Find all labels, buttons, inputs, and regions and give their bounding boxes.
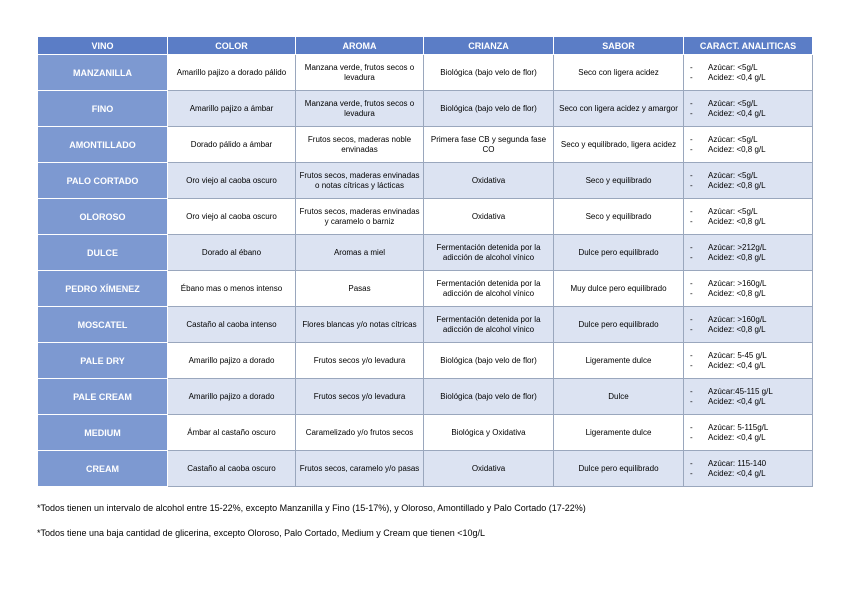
bullet-dash-icon: - xyxy=(690,422,693,432)
wine-name-cell: CREAM xyxy=(38,451,168,487)
sabor-cell: Dulce pero equilibrado xyxy=(554,235,684,271)
color-cell: Oro viejo al caoba oscuro xyxy=(168,199,296,235)
bullet-dash-icon: - xyxy=(690,206,693,216)
table-row xyxy=(38,451,813,487)
table-row xyxy=(38,379,813,415)
caract-analiticas-cell xyxy=(684,199,813,235)
analytic-line xyxy=(690,73,809,83)
header-crianza: CRIANZA xyxy=(424,37,554,55)
aroma-cell: Frutos secos y/o levadura xyxy=(296,343,424,379)
analytic-value: Acidez: <0,8 g/L xyxy=(708,252,766,262)
table-row xyxy=(38,55,813,91)
crianza-cell: Fermentación detenida por la adicción de alcohol vínico xyxy=(424,307,554,343)
crianza-cell: Biológica (bajo velo de flor) xyxy=(424,379,554,415)
color-cell: Amarillo pajizo a dorado pálido xyxy=(168,55,296,91)
color-cell: Castaño al caoba intenso xyxy=(168,307,296,343)
bullet-dash-icon: - xyxy=(690,98,693,108)
analytic-value: Azúcar: >212g/L xyxy=(708,242,767,252)
color-cell: Amarillo pajizo a dorado xyxy=(168,379,296,415)
crianza-cell: Oxidativa xyxy=(424,163,554,199)
analytic-line xyxy=(690,109,809,119)
wine-name-cell: PALE DRY xyxy=(38,343,168,379)
table-row xyxy=(38,199,813,235)
analytic-value: Acidez: <0,8 g/L xyxy=(708,180,766,190)
header-sabor: SABOR xyxy=(554,37,684,55)
caract-analiticas-cell xyxy=(684,271,813,307)
aroma-cell: Frutos secos, maderas envinadas y caramelo o barniz xyxy=(296,199,424,235)
bullet-dash-icon: - xyxy=(690,144,693,154)
analytic-value: Azúcar: >160g/L xyxy=(708,278,767,288)
analytic-line xyxy=(690,315,809,325)
bullet-dash-icon: - xyxy=(690,468,693,478)
sabor-cell: Muy dulce pero equilibrado xyxy=(554,271,684,307)
crianza-cell: Primera fase CB y segunda fase CO xyxy=(424,127,554,163)
table-row xyxy=(38,415,813,451)
caract-analiticas-cell xyxy=(684,343,813,379)
table-row xyxy=(38,343,813,379)
wine-name-cell: FINO xyxy=(38,91,168,127)
analytic-value: Acidez: <0,8 g/L xyxy=(708,144,766,154)
analytic-line xyxy=(690,423,809,433)
analytic-value: Azúcar: <5g/L xyxy=(708,170,758,180)
footnote-alcohol: *Todos tienen un intervalo de alcohol entre 15-22%, excepto Manzanilla y Fino (15-17%), y Oloroso, Amontillado y Palo Cortado (17-22%) xyxy=(37,503,586,513)
bullet-dash-icon: - xyxy=(690,386,693,396)
sabor-cell: Seco y equilibrado, ligera acidez xyxy=(554,127,684,163)
bullet-dash-icon: - xyxy=(690,242,693,252)
aroma-cell: Frutos secos, maderas envinadas o notas cítricas y lácticas xyxy=(296,163,424,199)
sabor-cell: Dulce xyxy=(554,379,684,415)
analytic-value: Acidez: <0,8 g/L xyxy=(708,216,766,226)
aroma-cell: Caramelizado y/o frutos secos xyxy=(296,415,424,451)
bullet-dash-icon: - xyxy=(690,278,693,288)
bullet-dash-icon: - xyxy=(690,108,693,118)
sabor-cell: Seco con ligera acidez y amargor xyxy=(554,91,684,127)
caract-analiticas-cell xyxy=(684,451,813,487)
analytic-value: Azúcar: 5-45 g/L xyxy=(708,350,767,360)
wine-name-cell: PALE CREAM xyxy=(38,379,168,415)
analytic-line xyxy=(690,253,809,263)
analytic-line xyxy=(690,63,809,73)
bullet-dash-icon: - xyxy=(690,134,693,144)
aroma-cell: Frutos secos, maderas noble envinadas xyxy=(296,127,424,163)
color-cell: Ébano mas o menos intenso xyxy=(168,271,296,307)
aroma-cell: Flores blancas y/o notas cítricas xyxy=(296,307,424,343)
bullet-dash-icon: - xyxy=(690,350,693,360)
color-cell: Castaño al caoba oscuro xyxy=(168,451,296,487)
header-vino: VINO xyxy=(38,37,168,55)
wine-name-cell: AMONTILLADO xyxy=(38,127,168,163)
color-cell: Amarillo pajizo a ámbar xyxy=(168,91,296,127)
caract-analiticas-cell xyxy=(684,379,813,415)
bullet-dash-icon: - xyxy=(690,216,693,226)
wine-name-cell: MOSCATEL xyxy=(38,307,168,343)
analytic-line xyxy=(690,459,809,469)
table-row xyxy=(38,307,813,343)
analytic-line xyxy=(690,433,809,443)
bullet-dash-icon: - xyxy=(690,170,693,180)
analytic-line xyxy=(690,145,809,155)
caract-analiticas-cell xyxy=(684,163,813,199)
analytic-line xyxy=(690,387,809,397)
analytic-line xyxy=(690,99,809,109)
bullet-dash-icon: - xyxy=(690,314,693,324)
color-cell: Ámbar al castaño oscuro xyxy=(168,415,296,451)
analytic-value: Acidez: <0,4 g/L xyxy=(708,108,766,118)
caract-analiticas-cell xyxy=(684,127,813,163)
aroma-cell: Frutos secos, caramelo y/o pasas xyxy=(296,451,424,487)
crianza-cell: Biológica (bajo velo de flor) xyxy=(424,343,554,379)
analytic-value: Acidez: <0,4 g/L xyxy=(708,396,766,406)
color-cell: Dorado pálido a ámbar xyxy=(168,127,296,163)
analytic-value: Azúcar: <5g/L xyxy=(708,206,758,216)
wine-name-cell: DULCE xyxy=(38,235,168,271)
analytic-value: Azúcar: >160g/L xyxy=(708,314,767,324)
sabor-cell: Ligeramente dulce xyxy=(554,343,684,379)
analytic-line xyxy=(690,351,809,361)
table-row xyxy=(38,235,813,271)
caract-analiticas-cell xyxy=(684,415,813,451)
aroma-cell: Pasas xyxy=(296,271,424,307)
sabor-cell: Dulce pero equilibrado xyxy=(554,451,684,487)
bullet-dash-icon: - xyxy=(690,432,693,442)
analytic-value: Acidez: <0,8 g/L xyxy=(708,324,766,334)
analytic-line xyxy=(690,397,809,407)
crianza-cell: Biológica y Oxidativa xyxy=(424,415,554,451)
wine-name-cell: OLOROSO xyxy=(38,199,168,235)
analytic-line xyxy=(690,217,809,227)
wine-name-cell: MANZANILLA xyxy=(38,55,168,91)
table-row xyxy=(38,127,813,163)
crianza-cell: Oxidativa xyxy=(424,199,554,235)
bullet-dash-icon: - xyxy=(690,62,693,72)
bullet-dash-icon: - xyxy=(690,396,693,406)
sabor-cell: Seco y equilibrado xyxy=(554,163,684,199)
bullet-dash-icon: - xyxy=(690,72,693,82)
analytic-value: Azúcar: 115-140 xyxy=(708,458,767,468)
table-header-row xyxy=(38,37,813,55)
aroma-cell: Manzana verde, frutos secos o levadura xyxy=(296,91,424,127)
bullet-dash-icon: - xyxy=(690,360,693,370)
wine-name-cell: PEDRO XÍMENEZ xyxy=(38,271,168,307)
sabor-cell: Dulce pero equilibrado xyxy=(554,307,684,343)
crianza-cell: Biológica (bajo velo de flor) xyxy=(424,91,554,127)
bullet-dash-icon: - xyxy=(690,252,693,262)
analytic-line xyxy=(690,207,809,217)
caract-analiticas-cell xyxy=(684,235,813,271)
aroma-cell: Manzana verde, frutos secos o levadura xyxy=(296,55,424,91)
analytic-value: Acidez: <0,4 g/L xyxy=(708,360,766,370)
crianza-cell: Oxidativa xyxy=(424,451,554,487)
analytic-line xyxy=(690,289,809,299)
bullet-dash-icon: - xyxy=(690,458,693,468)
analytic-value: Azúcar: 5-115g/L xyxy=(708,422,769,432)
color-cell: Amarillo pajizo a dorado xyxy=(168,343,296,379)
bullet-dash-icon: - xyxy=(690,288,693,298)
analytic-value: Acidez: <0,8 g/L xyxy=(708,288,766,298)
table-row xyxy=(38,163,813,199)
analytic-line xyxy=(690,361,809,371)
color-cell: Dorado al ébano xyxy=(168,235,296,271)
analytic-line xyxy=(690,181,809,191)
caract-analiticas-cell xyxy=(684,55,813,91)
analytic-value: Azúcar:45-115 g/L xyxy=(708,386,773,396)
crianza-cell: Biológica (bajo velo de flor) xyxy=(424,55,554,91)
header-aroma: AROMA xyxy=(296,37,424,55)
analytic-line xyxy=(690,279,809,289)
caract-analiticas-cell xyxy=(684,307,813,343)
caract-analiticas-cell xyxy=(684,91,813,127)
analytic-value: Acidez: <0,4 g/L xyxy=(708,432,766,442)
header-color: COLOR xyxy=(168,37,296,55)
footnote-glicerina: *Todos tiene una baja cantidad de glicerina, excepto Oloroso, Palo Cortado, Medium y Cream que tienen <10g/L xyxy=(37,528,486,538)
analytic-value: Azúcar: <5g/L xyxy=(708,98,758,108)
header-caract-analiticas: CARACT. ANALITICAS xyxy=(684,37,813,55)
analytic-value: Azúcar: <5g/L xyxy=(708,134,758,144)
analytic-line xyxy=(690,469,809,479)
table-body xyxy=(38,55,813,487)
analytic-line xyxy=(690,325,809,335)
analytic-value: Acidez: <0,4 g/L xyxy=(708,468,766,478)
analytic-line xyxy=(690,171,809,181)
wine-name-cell: PALO CORTADO xyxy=(38,163,168,199)
table-row xyxy=(38,91,813,127)
color-cell: Oro viejo al caoba oscuro xyxy=(168,163,296,199)
sabor-cell: Ligeramente dulce xyxy=(554,415,684,451)
sabor-cell: Seco y equilibrado xyxy=(554,199,684,235)
aroma-cell: Frutos secos y/o levadura xyxy=(296,379,424,415)
analytic-value: Azúcar: <5g/L xyxy=(708,62,758,72)
sabor-cell: Seco con ligera acidez xyxy=(554,55,684,91)
analytic-line xyxy=(690,135,809,145)
wine-name-cell: MEDIUM xyxy=(38,415,168,451)
bullet-dash-icon: - xyxy=(690,180,693,190)
bullet-dash-icon: - xyxy=(690,324,693,334)
crianza-cell: Fermentación detenida por la adicción de alcohol vínico xyxy=(424,235,554,271)
aroma-cell: Aromas a miel xyxy=(296,235,424,271)
analytic-line xyxy=(690,243,809,253)
analytic-value: Acidez: <0,4 g/L xyxy=(708,72,766,82)
crianza-cell: Fermentación detenida por la adicción de alcohol vínico xyxy=(424,271,554,307)
wine-characteristics-table xyxy=(37,36,813,487)
table-row xyxy=(38,271,813,307)
